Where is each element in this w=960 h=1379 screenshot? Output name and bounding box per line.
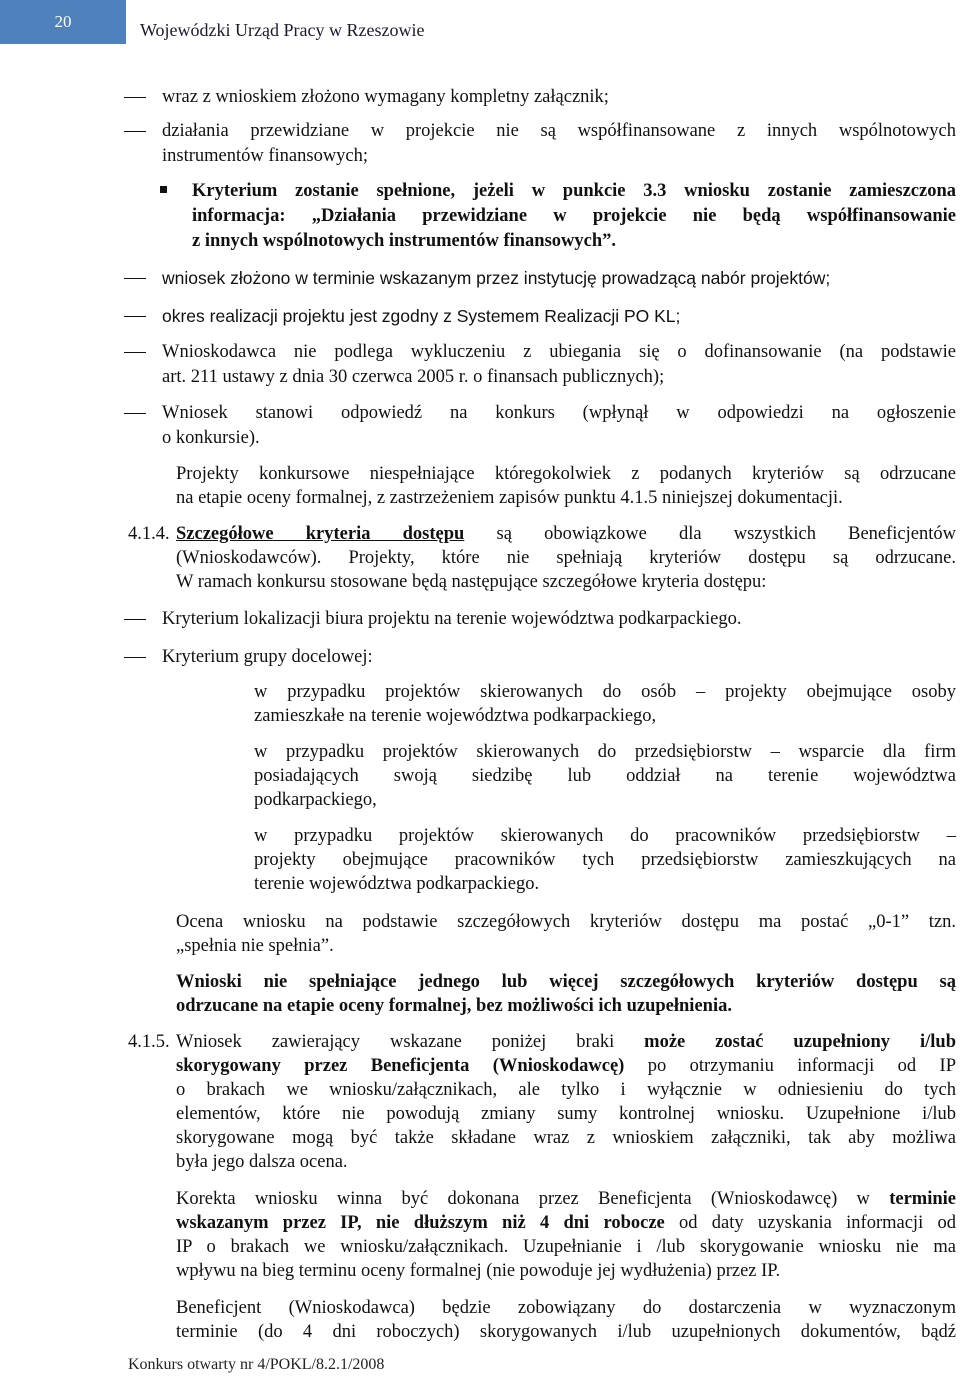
section-text (176, 1054, 956, 1078)
paragraph: „spełnia nie spełnia”. (176, 936, 334, 956)
target-group-item: projekty obejmujące pracowników tych przedsiębiorstw zamieszkujących na (254, 850, 956, 870)
criterion-note: Kryterium zostanie spełnione, jeżeli w punkcie 3.3 wniosku zostanie zamieszczona (192, 181, 956, 201)
bold-paragraph: odrzucane na etapie oceny formalnej, bez możliwości ich uzupełnienia. (176, 996, 732, 1016)
square-bullet (160, 186, 167, 193)
list-item: działania przewidziane w projekcie nie są współfinansowane z innych wspólnotowych (162, 121, 956, 141)
list-item: okres realizacji projektu jest zgodny z Systemem Realizacji PO KL; (162, 306, 681, 326)
paragraph: Beneficjent (Wnioskodawca) będzie zobowiązany do dostarczenia w wyznaczonym (176, 1298, 956, 1318)
section-text: elementów, które nie powodują zmiany sumy kontrolnej wniosku. Uzupełnione i/lub (176, 1104, 956, 1124)
target-group-item: zamieszkałe na terenie województwa podkarpackiego, (254, 706, 657, 726)
dash-bullet (124, 657, 146, 658)
page-number: 20 (0, 0, 126, 44)
criterion-note: z innych wspólnotowych instrumentów finansowych”. (192, 231, 617, 251)
section-text: (Wnioskodawców). Projekty, które nie spełniają kryteriów dostępu są odrzucane. (176, 548, 956, 568)
list-item-cont: o konkursie). (162, 428, 260, 448)
footer-text: Konkurs otwarty nr 4/POKL/8.2.1/2008 (128, 1356, 385, 1373)
paragraph: Projekty konkursowe niespełniające któregokolwiek z podanych kryteriów są odrzucane (176, 464, 956, 484)
list-item-cont: art. 211 ustawy z dnia 30 czerwca 2005 r. o finansach publicznych); (162, 367, 665, 387)
paragraph (176, 1187, 956, 1211)
section-text (176, 1030, 956, 1054)
section-heading-rest: są obowiązkowe dla wszystkich Beneficjentów (464, 524, 956, 544)
criterion-note: informacja: „Działania przewidziane w projekcie nie będą współfinansowanie (192, 206, 956, 226)
bold-paragraph: Wnioski nie spełniające jednego lub więcej szczegółowych kryteriów dostępu są (176, 972, 956, 992)
target-group-item: podkarpackiego, (254, 790, 377, 810)
text-run-bold: terminie (889, 1189, 956, 1209)
dash-bullet (124, 97, 146, 98)
text-run-bold: może zostać uzupełniony i/lub (644, 1032, 956, 1052)
section-text: o brakach we wniosku/załącznikach, ale tylko i wyłącznie w odniesieniu do tych (176, 1080, 956, 1100)
target-group-item: terenie województwa podkarpackiego. (254, 874, 540, 894)
dash-bullet (124, 278, 146, 279)
dash-bullet (124, 316, 146, 317)
target-group-item: w przypadku projektów skierowanych do osób – projekty obejmujące osoby (254, 682, 956, 702)
section-text: W ramach konkursu stosowane będą następujące szczegółowe kryteria dostępu: (176, 572, 767, 592)
paragraph: Ocena wniosku na podstawie szczegółowych kryteriów dostępu ma postać „0-1” tzn. (176, 912, 956, 932)
dash-bullet (124, 619, 146, 620)
dash-bullet (124, 131, 146, 132)
list-item: Wniosek stanowi odpowiedź na konkurs (wpłynął w odpowiedzi na ogłoszenie (162, 403, 956, 423)
text-run: od daty uzyskania informacji od (664, 1213, 956, 1233)
section-number: 4.1.4. (128, 524, 170, 544)
section-text: skorygowane mogą być także składane wraz z wnioskiem załączniki, tak aby możliwa (176, 1128, 956, 1148)
text-run-bold: skorygowany przez Beneficjenta (Wnioskodawcę) (176, 1056, 625, 1076)
list-item: wraz z wnioskiem złożono wymagany kompletny załącznik; (162, 87, 609, 107)
section-heading-line (176, 522, 956, 546)
dash-bullet (124, 352, 146, 353)
list-item: wniosek złożono w terminie wskazanym przez instytucję prowadzącą nabór projektów; (162, 268, 831, 288)
target-group-item: posiadających swoją siedzibę lub oddział na terenie województwa (254, 766, 956, 786)
paragraph: wpływu na bieg terminu oceny formalnej (nie powoduje jej wydłużenia) przez IP. (176, 1261, 781, 1281)
text-run: Korekta wniosku winna być dokonana przez Beneficjenta (Wnioskodawcę) w (176, 1189, 890, 1209)
paragraph: na etapie oceny formalnej, z zastrzeżeniem zapisów punktu 4.1.5 niniejszej dokumentacji. (176, 488, 843, 508)
criterion-item: Kryterium lokalizacji biura projektu na terenie województwa podkarpackiego. (162, 609, 742, 629)
section-heading-bold: Szczegółowe kryteria dostępu (176, 524, 465, 544)
paragraph: terminie (do 4 dni roboczych) skorygowanych i/lub uzupełnionych dokumentów, bądź (176, 1322, 956, 1342)
criterion-item: Kryterium grupy docelowej: (162, 647, 373, 667)
target-group-item: w przypadku projektów skierowanych do pracowników przedsiębiorstw – (254, 826, 956, 846)
text-run: Wniosek zawierający wskazane poniżej braki (176, 1032, 645, 1052)
section-number: 4.1.5. (128, 1032, 170, 1052)
section-text: była jego dalsza ocena. (176, 1152, 348, 1172)
paragraph: IP o brakach we wniosku/załącznikach. Uzupełnianie i /lub skorygowanie wniosku nie ma (176, 1237, 956, 1257)
text-run-bold: wskazanym przez IP, nie dłuższym niż 4 dni robocze (176, 1213, 665, 1233)
dash-bullet (124, 413, 146, 414)
paragraph (176, 1211, 956, 1235)
target-group-item: w przypadku projektów skierowanych do przedsiębiorstw – wsparcie dla firm (254, 742, 956, 762)
text-run: po otrzymaniu informacji od IP (624, 1056, 956, 1076)
list-item-cont: instrumentów finansowych; (162, 146, 369, 166)
list-item: Wnioskodawca nie podlega wykluczeniu z ubiegania się o dofinansowanie (na podstawie (162, 342, 956, 362)
header-title: Wojewódzki Urząd Pracy w Rzeszowie (140, 20, 425, 40)
